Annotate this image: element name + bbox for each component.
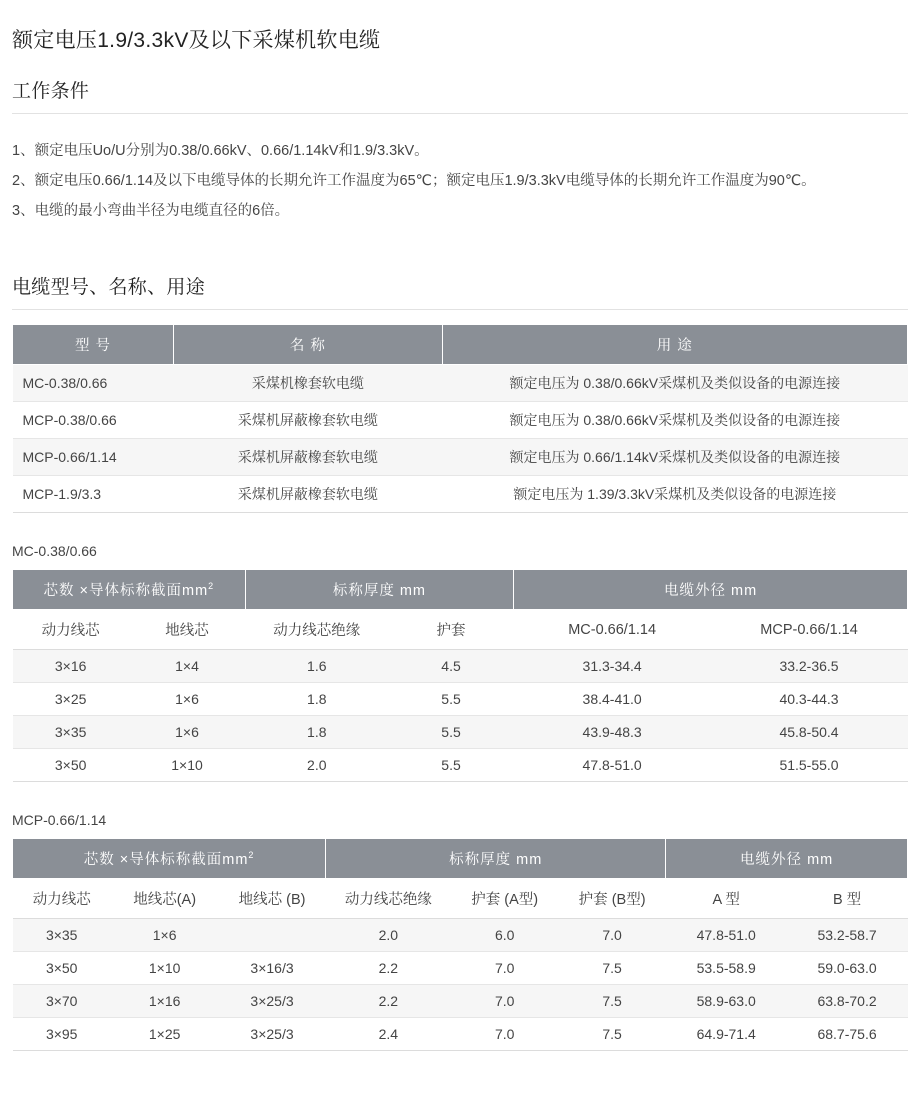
cell-power-core: 3×50 bbox=[13, 749, 129, 782]
table-row bbox=[13, 985, 908, 1018]
cell-insulation: 1.8 bbox=[245, 683, 388, 716]
column-header-od-mcp: MCP-0.66/1.14 bbox=[711, 610, 908, 650]
cell-usage: 额定电压为 0.38/0.66kV采煤机及类似设备的电源连接 bbox=[442, 402, 907, 439]
cell-model: MCP-1.9/3.3 bbox=[13, 476, 174, 513]
cell-sheath-b: 7.5 bbox=[558, 1018, 665, 1051]
group-header-diameter: 电缆外径 mm bbox=[514, 570, 908, 610]
list-item: 1、额定电压Uo/U分别为0.38/0.66kV、0.66/1.14kV和1.9/3.3kV。 bbox=[12, 143, 429, 159]
cable-types-table bbox=[12, 324, 908, 513]
column-header-power-core: 动力线芯 bbox=[13, 879, 111, 919]
page-title: 额定电压1.9/3.3kV及以下采煤机软电缆 bbox=[12, 29, 381, 52]
cell-od-mcp: 45.8-50.4 bbox=[711, 716, 908, 749]
cell-power-core: 3×25 bbox=[13, 683, 129, 716]
column-header-model: 型 号 bbox=[13, 325, 174, 365]
subsection-label-mcp: MCP-0.66/1.14 bbox=[12, 812, 107, 828]
cell-ground-core-b: 3×16/3 bbox=[218, 952, 325, 985]
cell-ground-core: 1×6 bbox=[129, 716, 245, 749]
cell-insulation: 2.0 bbox=[245, 749, 388, 782]
table-row bbox=[13, 365, 908, 402]
cell-ground-core: 1×4 bbox=[129, 650, 245, 683]
column-header-od-a: A 型 bbox=[666, 879, 787, 919]
table-row bbox=[13, 439, 908, 476]
cell-ground-core-a: 1×10 bbox=[111, 952, 218, 985]
column-header-ground-core-a: 地线芯(A) bbox=[111, 879, 218, 919]
cell-model: MCP-0.38/0.66 bbox=[13, 402, 174, 439]
cell-ground-core: 1×10 bbox=[129, 749, 245, 782]
cell-usage: 额定电压为 0.66/1.14kV采煤机及类似设备的电源连接 bbox=[442, 439, 907, 476]
group-header-diameter: 电缆外径 mm bbox=[666, 839, 908, 879]
cell-power-core: 3×35 bbox=[13, 716, 129, 749]
table-row bbox=[13, 683, 908, 716]
cell-model: MC-0.38/0.66 bbox=[13, 365, 174, 402]
column-header-ground-core-b: 地线芯 (B) bbox=[218, 879, 325, 919]
column-header-od-mc: MC-0.66/1.14 bbox=[514, 610, 711, 650]
table-row bbox=[13, 749, 908, 782]
cell-od-mc: 31.3-34.4 bbox=[514, 650, 711, 683]
cell-name: 采煤机屏蔽橡套软电缆 bbox=[174, 402, 443, 439]
cell-od-mc: 43.9-48.3 bbox=[514, 716, 711, 749]
cell-od-b: 59.0-63.0 bbox=[787, 952, 908, 985]
cell-insulation: 2.2 bbox=[326, 952, 451, 985]
cell-insulation: 1.6 bbox=[245, 650, 388, 683]
cell-ground-core-a: 1×25 bbox=[111, 1018, 218, 1051]
working-conditions-list bbox=[12, 136, 908, 226]
cell-model: MCP-0.66/1.14 bbox=[13, 439, 174, 476]
cell-od-mcp: 33.2-36.5 bbox=[711, 650, 908, 683]
list-item: 2、额定电压0.66/1.14及以下电缆导体的长期允许工作温度为65℃；额定电压1.9/3.3kV电缆导体的长期允许工作温度为90℃。 bbox=[12, 173, 816, 189]
cell-sheath-a: 7.0 bbox=[451, 952, 558, 985]
column-header-sheath-b: 护套 (B型) bbox=[558, 879, 665, 919]
cell-ground-core-a: 1×6 bbox=[111, 919, 218, 952]
cell-od-mcp: 51.5-55.0 bbox=[711, 749, 908, 782]
cell-power-core: 3×70 bbox=[13, 985, 111, 1018]
column-header-sheath-a: 护套 (A型) bbox=[451, 879, 558, 919]
cell-sheath-a: 7.0 bbox=[451, 1018, 558, 1051]
cell-power-core: 3×50 bbox=[13, 952, 111, 985]
cell-sheath-a: 7.0 bbox=[451, 985, 558, 1018]
cell-insulation: 1.8 bbox=[245, 716, 388, 749]
column-header-sheath: 护套 bbox=[388, 610, 513, 650]
cell-insulation: 2.4 bbox=[326, 1018, 451, 1051]
cell-sheath-b: 7.5 bbox=[558, 952, 665, 985]
mcp-spec-table bbox=[12, 838, 908, 1051]
cell-name: 采煤机屏蔽橡套软电缆 bbox=[174, 476, 443, 513]
section-heading-types: 电缆型号、名称、用途 bbox=[12, 272, 908, 310]
cell-ground-core: 1×6 bbox=[129, 683, 245, 716]
table-subheader-row bbox=[13, 610, 908, 650]
cell-usage: 额定电压为 1.39/3.3kV采煤机及类似设备的电源连接 bbox=[442, 476, 907, 513]
table-subheader-row bbox=[13, 879, 908, 919]
cell-insulation: 2.0 bbox=[326, 919, 451, 952]
column-header-power-core: 动力线芯 bbox=[13, 610, 129, 650]
cell-power-core: 3×95 bbox=[13, 1018, 111, 1051]
cell-ground-core-b: 3×25/3 bbox=[218, 1018, 325, 1051]
table-row bbox=[13, 952, 908, 985]
cell-sheath-b: 7.5 bbox=[558, 985, 665, 1018]
cell-ground-core-b: 3×25/3 bbox=[218, 985, 325, 1018]
cell-ground-core-a: 1×16 bbox=[111, 985, 218, 1018]
cell-ground-core-b bbox=[218, 919, 325, 952]
cell-insulation: 2.2 bbox=[326, 985, 451, 1018]
group-header-section: 芯数 ×导体标称截面$mm^2$ bbox=[13, 839, 326, 879]
table-row bbox=[13, 476, 908, 513]
cell-name: 采煤机橡套软电缆 bbox=[174, 365, 443, 402]
mc-spec-table bbox=[12, 569, 908, 782]
cell-power-core: 3×16 bbox=[13, 650, 129, 683]
cell-sheath: 5.5 bbox=[388, 716, 513, 749]
cell-name: 采煤机屏蔽橡套软电缆 bbox=[174, 439, 443, 476]
cell-sheath-a: 6.0 bbox=[451, 919, 558, 952]
column-header-od-b: B 型 bbox=[787, 879, 908, 919]
cell-od-a: 64.9-71.4 bbox=[666, 1018, 787, 1051]
cell-od-a: 47.8-51.0 bbox=[666, 919, 787, 952]
cell-od-b: 53.2-58.7 bbox=[787, 919, 908, 952]
cell-sheath-b: 7.0 bbox=[558, 919, 665, 952]
table-row bbox=[13, 650, 908, 683]
column-header-insulation: 动力线芯绝缘 bbox=[326, 879, 451, 919]
cell-od-a: 58.9-63.0 bbox=[666, 985, 787, 1018]
cell-od-a: 53.5-58.9 bbox=[666, 952, 787, 985]
column-header-insulation: 动力线芯绝缘 bbox=[245, 610, 388, 650]
cell-od-mcp: 40.3-44.3 bbox=[711, 683, 908, 716]
table-group-header-row bbox=[13, 839, 908, 879]
cell-od-b: 63.8-70.2 bbox=[787, 985, 908, 1018]
table-row bbox=[13, 716, 908, 749]
cell-sheath: 5.5 bbox=[388, 749, 513, 782]
cell-od-mc: 47.8-51.0 bbox=[514, 749, 711, 782]
cell-od-b: 68.7-75.6 bbox=[787, 1018, 908, 1051]
cell-od-mc: 38.4-41.0 bbox=[514, 683, 711, 716]
table-row bbox=[13, 919, 908, 952]
table-row bbox=[13, 402, 908, 439]
section-heading-conditions: 工作条件 bbox=[12, 76, 908, 114]
table-row bbox=[13, 1018, 908, 1051]
subsection-label-mc: MC-0.38/0.66 bbox=[12, 543, 97, 559]
column-header-usage: 用 途 bbox=[442, 325, 907, 365]
group-header-section: 芯数 ×导体标称截面$mm^2$ bbox=[13, 570, 246, 610]
table-header-row bbox=[13, 325, 908, 365]
list-item: 3、电缆的最小弯曲半径为电缆直径的6倍。 bbox=[12, 203, 290, 219]
cell-sheath: 5.5 bbox=[388, 683, 513, 716]
cell-power-core: 3×35 bbox=[13, 919, 111, 952]
table-group-header-row bbox=[13, 570, 908, 610]
column-header-name: 名 称 bbox=[174, 325, 443, 365]
cell-sheath: 4.5 bbox=[388, 650, 513, 683]
group-header-thickness: 标称厚度 mm bbox=[326, 839, 666, 879]
column-header-ground-core: 地线芯 bbox=[129, 610, 245, 650]
cell-usage: 额定电压为 0.38/0.66kV采煤机及类似设备的电源连接 bbox=[442, 365, 907, 402]
group-header-thickness: 标称厚度 mm bbox=[245, 570, 513, 610]
